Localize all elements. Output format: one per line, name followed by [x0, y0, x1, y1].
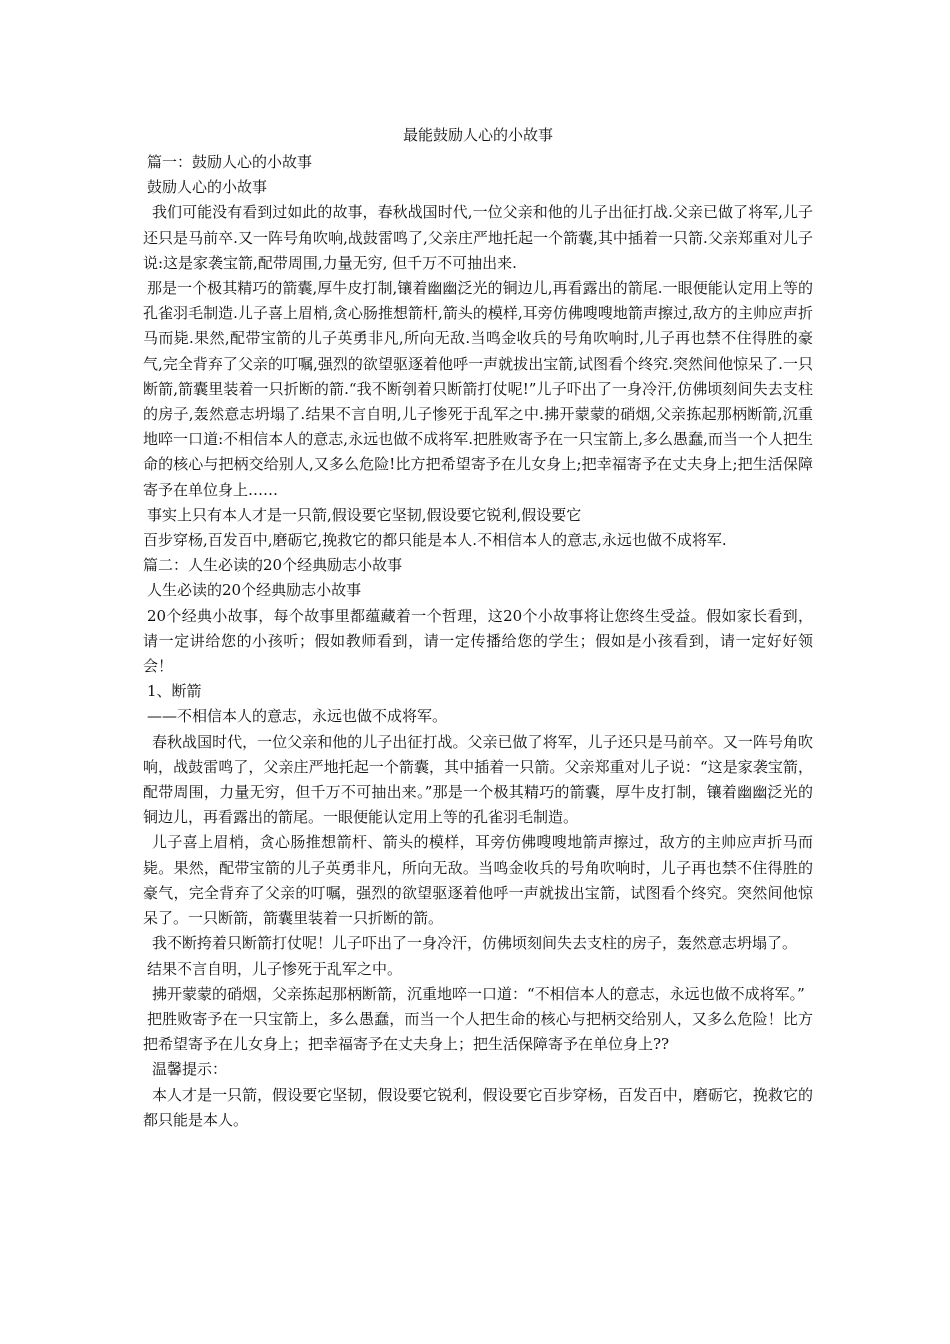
body-paragraph: 百步穿杨,百发百中,磨砺它,挽救它的都只能是本人.不相信本人的意志,永远也做不成将军.	[143, 531, 727, 550]
body-paragraph: 儿子喜上眉梢，贪心肠推想箭杆、箭头的模样，耳旁仿佛嗖嗖地箭声擦过，敌方的主帅应声折马而毙。果然，配带宝箭的儿子英勇非凡，所向无敌。当鸣金收兵的号角吹响时，儿子再也禁不住得胜的豪气，完全背弃了父亲的叮嘱，强烈的欲望驱逐着他呼一声就拔出宝箭，试图看个终究。突然间他惊呆了。一只断箭，箭囊里装着一只折断的箭。	[143, 833, 813, 928]
section-heading-1: 篇一：鼓励人心的小故事	[147, 153, 313, 171]
body-paragraph: 那是一个极其精巧的箭囊,厚牛皮打制,镶着幽幽泛光的铜边儿,再看露出的箭尾.一眼便能认定用上等的孔雀羽毛制造.儿子喜上眉梢,贪心肠推想箭杆,箭头的模样,耳旁仿佛嗖嗖地箭声擦过,敌方的主帅应声折马而毙.果然,配带宝箭的儿子英勇非凡,所向无敌.当鸣金收兵的号角吹响时,儿子再也禁不住得胜的豪气,完全背弃了父亲的叮嘱,强烈的欲望驱逐着他呼一声就拔出宝箭,试图看个终究.突然间他惊呆了.一只断箭,箭囊里装着一只折断的箭.“我不断刳着只断箭打仗呢!”儿子吓出了一身冷汗,仿佛顷刻间失去支柱的房子,轰然意志坍塌了.结果不言自明,儿子惨死于乱军之中.拂开蒙蒙的硝烟,父亲拣起那柄断箭,沉重地啐一口道:不相信本人的意志,永远也做不成将军.把胜败寄予在一只宝箭上,多么愚蠢,而当一个人把生命的核心与把柄交给别人,又多么危险!比方把希望寄予在儿女身上;把幸福寄予在丈夫身上;把生活保障寄予在单位身上……	[143, 279, 813, 499]
story-heading: 1、断箭	[147, 682, 202, 701]
body-paragraph: 事实上只有本人才是一只箭,假设要它坚韧,假设要它锐利,假设要它	[147, 505, 582, 524]
body-paragraph: 把胜败寄予在一只宝箭上，多么愚蠢，而当一个人把生命的核心与把柄交给别人，又多么危险！比方把希望寄予在儿女身上；把幸福寄予在丈夫身上；把生活保障寄予在单位身上??	[143, 1009, 813, 1054]
document-title: 最能鼓励人心的小故事	[402, 126, 553, 144]
subheading-1: 鼓励人心的小故事	[147, 178, 268, 197]
body-paragraph: 20个经典小故事，每个故事里都蕴藏着一个哲理，这20个小故事将让您终生受益。假如家长看到，请一定讲给您的小孩听；假如教师看到，请一定传播给您的学生；假如是小孩看到，请一定好好领会！	[143, 606, 813, 676]
section-heading-2: 篇二：人生必读的20个经典励志小故事	[143, 556, 403, 575]
subheading-2: 人生必读的20个经典励志小故事	[147, 581, 362, 600]
body-paragraph: 结果不言自明，儿子惨死于乱军之中。	[147, 959, 403, 978]
body-paragraph: 我不断挎着只断箭打仗呢！儿子吓出了一身冷汗，仿佛顷刻间失去支柱的房子，轰然意志坍塌了。	[152, 934, 798, 953]
body-paragraph: 本人才是一只箭，假设要它坚韧，假设要它锐利，假设要它百步穿杨，百发百中，磨砺它，挽救它的都只能是本人。	[143, 1085, 813, 1129]
body-paragraph: 拂开蒙蒙的硝烟，父亲拣起那柄断箭，沉重地啐一口道：“不相信本人的意志，永远也做不成将军。”	[152, 984, 805, 1003]
story-motto: ——不相信本人的意志，永远也做不成将军。	[147, 707, 448, 726]
body-paragraph: 我们可能没有看到过如此的故事，春秋战国时代,一位父亲和他的儿子出征打战.父亲已做了将军,儿子还只是马前卒.又一阵号角吹响,战鼓雷鸣了,父亲庄严地托起一个箭囊,其中插着一只箭.父亲郑重对儿子说:这是家袭宝箭,配带周围,力量无穷, 但千万不可抽出来.	[143, 203, 813, 272]
tip-heading: 温馨提示：	[152, 1060, 228, 1079]
body-paragraph: 春秋战国时代，一位父亲和他的儿子出征打战。父亲已做了将军，儿子还只是马前卒。又一阵号角吹响，战鼓雷鸣了，父亲庄严地托起一个箭囊，其中插着一只箭。父亲郑重对儿子说：“这是家袭宝箭，配带周围，力量无穷，但千万不可抽出来。”那是一个极其精巧的箭囊，厚牛皮打制，镶着幽幽泛光的铜边儿，再看露出的箭尾。一眼便能认定用上等的孔雀羽毛制造。	[143, 732, 813, 827]
document-page	[143, 122, 813, 1133]
